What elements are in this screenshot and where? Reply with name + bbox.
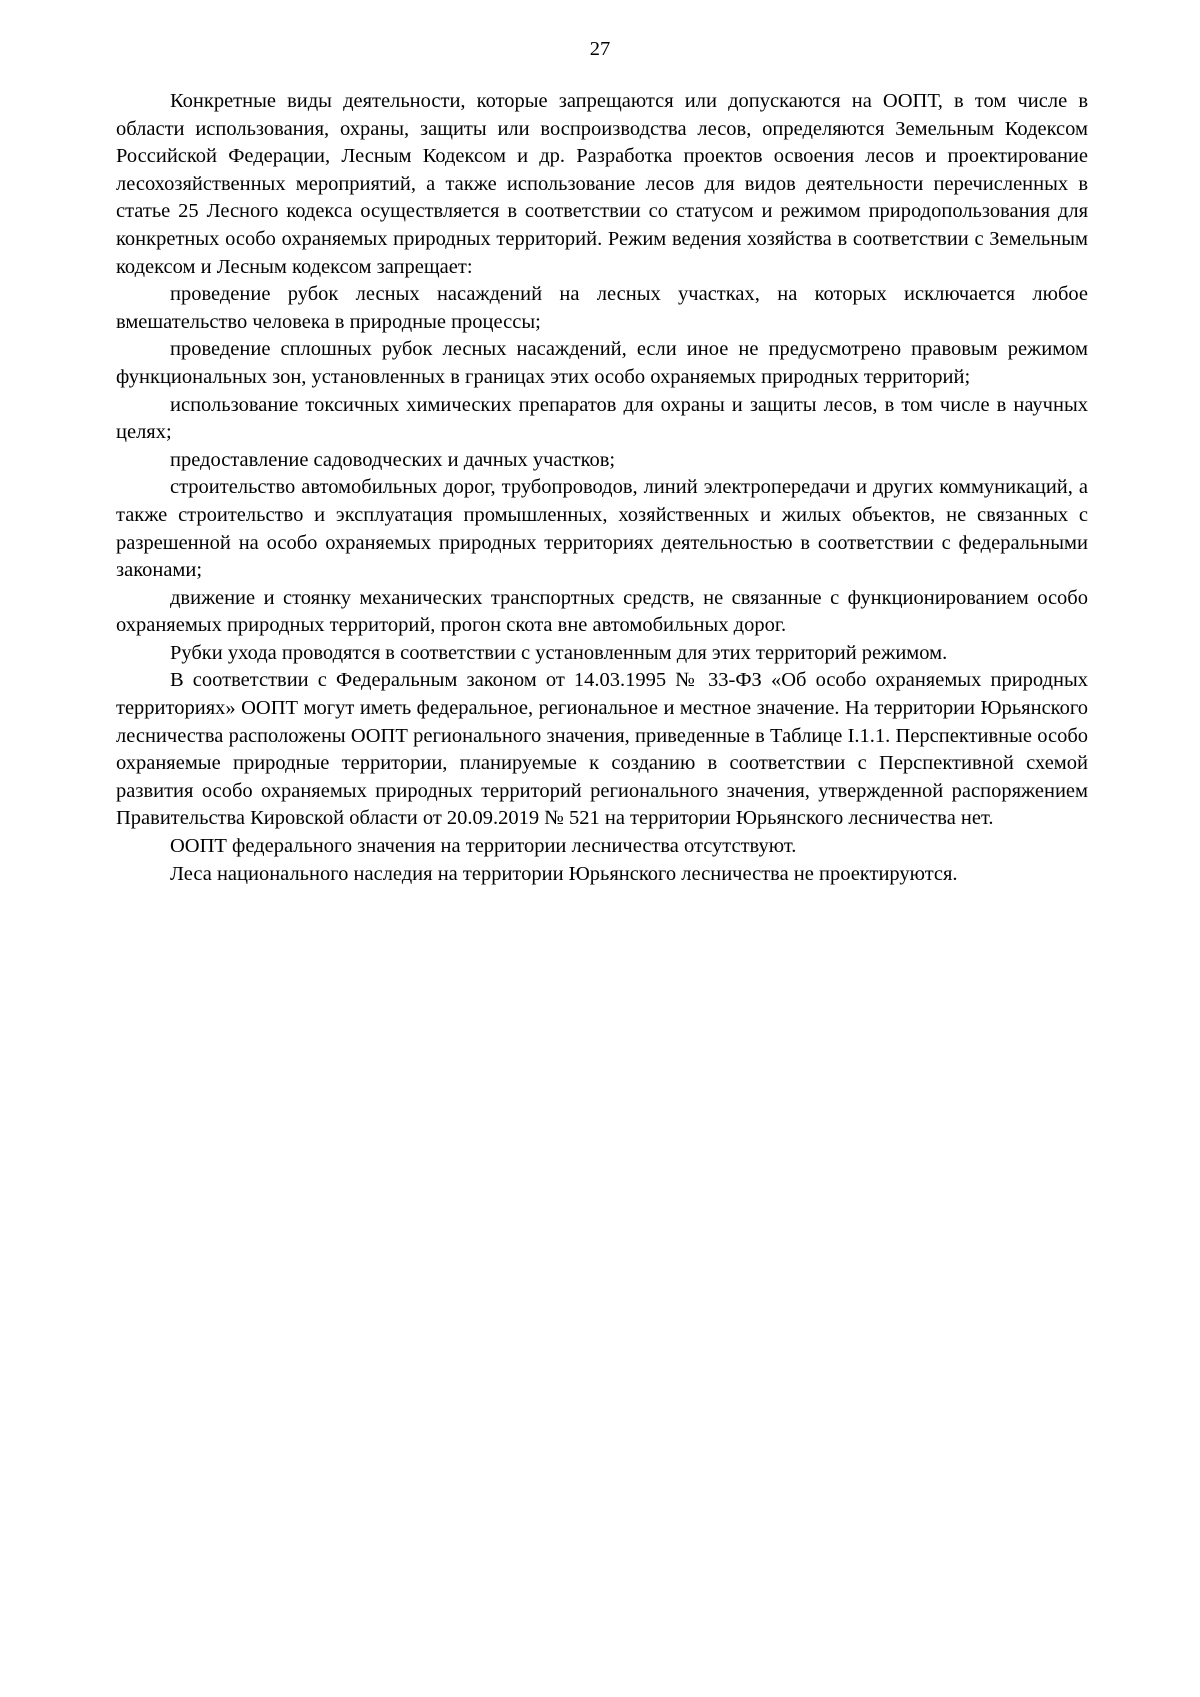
paragraph-item-no-logging: проведение рубок лесных насаждений на лесных участках, на которых исключается любое вмешательство человека в природные процессы;: [116, 283, 1088, 333]
document-body: [116, 88, 1088, 888]
paragraph-item-no-toxic-chemicals: использование токсичных химических препаратов для охраны и защиты лесов, в том числе в научных целях;: [116, 393, 1088, 444]
paragraph-federal-law: В соответствии с Федеральным законом от 14.03.1995 № 33-ФЗ «Об особо охраняемых природных территориях» ООПТ могут иметь федеральное, региональное и местное значение. На территории Юрьянского лесничества расположены ООПТ регионального значения, приведенные в Таблице I.1.1. Перспективные особо охраняемые природные территории, планируемые к созданию в соответствии с Перспективной схемой развития особо охраняемых природных территорий регионального значения, утвержденной распоряжением Правительства Кировской области от 20.09.2019 № 521 на территории Юрьянского лесничества нет.: [116, 669, 1088, 830]
paragraph-item-no-construction: строительство автомобильных дорог, трубопроводов, линий электропередачи и других коммуникаций, а также строительство и эксплуатация промышленных, хозяйственных и жилых объектов, не связанных с разрешенной на особо охраняемых природных территориях деятельностью в соответствии с федеральными законами;: [116, 476, 1088, 582]
paragraph-federal-oopt-absent: ООПТ федерального значения на территории лесничества отсутствуют.: [170, 835, 797, 858]
paragraph-national-heritage-forests: Леса национального наследия на территории Юрьянского лесничества не проектируются.: [170, 862, 958, 885]
paragraph-prohibited-activities-intro: Конкретные виды деятельности, которые запрещаются или допускаются на ООПТ, в том числе в области использования, охраны, защиты или воспроизводства лесов, определяются Земельным Кодексом Российской Федерации, Лесным Кодексом и др. Разработка проектов освоения лесов и проектирование лесохозяйственных мероприятий, а также использование лесов для видов деятельности перечисленных в статье 25 Лесного кодекса осуществляется в соответствии со статусом и режимом природопользования для конкретных особо охраняемых природных территорий. Режим ведения хозяйства в соответствии с Земельным кодексом и Лесным кодексом запрещает:: [116, 90, 1088, 278]
paragraph-thinning-cuts: Рубки ухода проводятся в соответствии с установленным для этих территорий режимом.: [170, 641, 948, 664]
paragraph-item-no-garden-plots: предоставление садоводческих и дачных участков;: [170, 448, 616, 471]
paragraph-item-no-clear-cutting: проведение сплошных рубок лесных насаждений, если иное не предусмотрено правовым режимом функциональных зон, установленных в границах этих особо охраняемых природных территорий;: [116, 338, 1088, 388]
page-number: 27: [589, 38, 611, 60]
paragraph-item-no-vehicles: движение и стоянку механических транспортных средств, не связанные с функционированием особо охраняемых природных территорий, прогон скота вне автомобильных дорог.: [116, 586, 1088, 637]
